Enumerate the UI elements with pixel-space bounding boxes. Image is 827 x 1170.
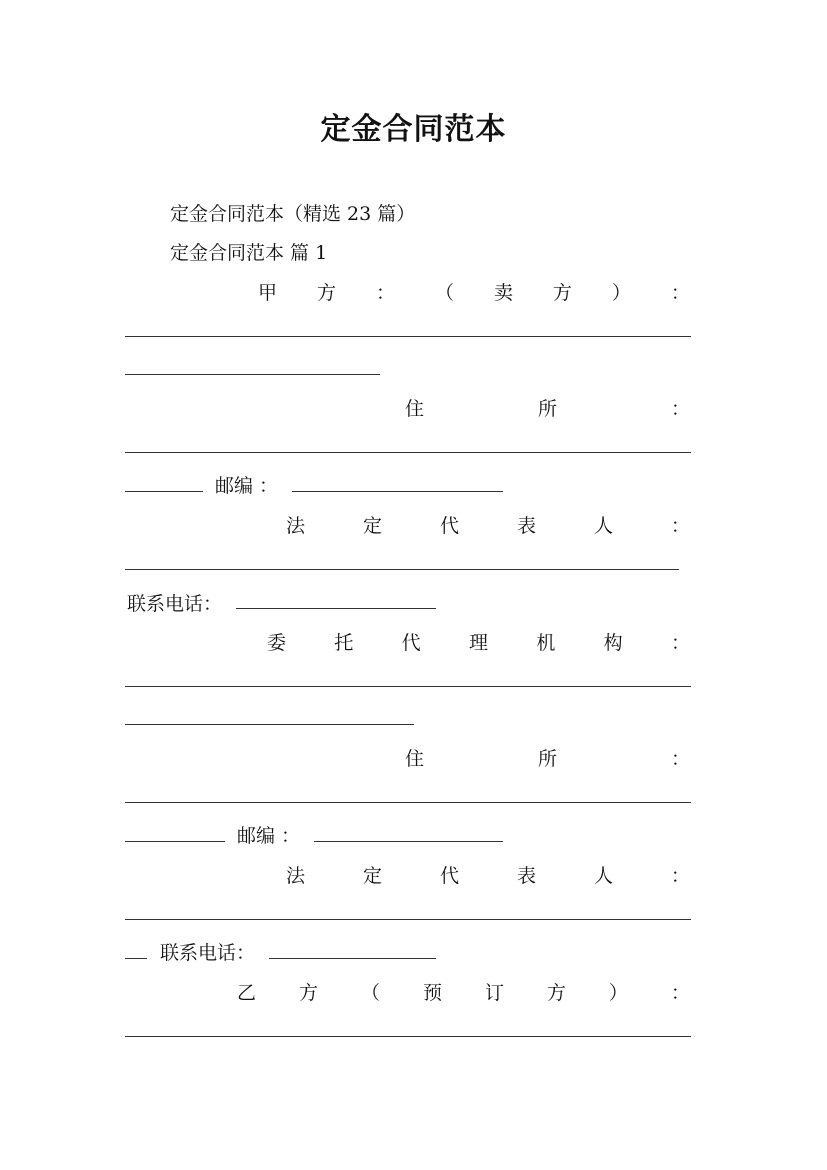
blank-line (125, 802, 691, 803)
agent-char: ： (670, 632, 690, 654)
address-char: 所 (537, 398, 557, 420)
party-b-char: 订 (484, 982, 504, 1004)
party-b-char: 乙 (237, 982, 257, 1004)
party-b-char: ： (670, 982, 690, 1004)
zip-field (292, 491, 503, 492)
party-b-char: 预 (422, 982, 442, 1004)
agent-char: 托 (334, 632, 354, 654)
legal-rep-char: 法 (286, 865, 306, 887)
legal-rep-char: 人 (593, 515, 613, 537)
blank-line (125, 491, 203, 492)
zip-label: 邮编 ： (237, 825, 301, 847)
blank-line (125, 569, 679, 570)
party-a-char: 方 (552, 282, 572, 304)
party-b-char: （ (360, 982, 380, 1004)
zip-field (314, 841, 503, 842)
legal-rep-label (286, 511, 690, 538)
blank-line (125, 919, 691, 920)
party-a-char: ） (611, 282, 631, 304)
agent-char: 机 (536, 632, 556, 654)
address-char: ： (670, 748, 690, 770)
legal-rep-char: 人 (593, 865, 613, 887)
legal-rep-char: 代 (439, 865, 459, 887)
party-a-char: ： (670, 282, 690, 304)
address-char: ： (670, 398, 690, 420)
agent-label (267, 628, 690, 655)
document-title: 定金合同范本 (320, 112, 507, 147)
section-heading: 定金合同范本 篇 1 (170, 242, 328, 264)
agent-char: 构 (603, 632, 623, 654)
blank-line (125, 374, 380, 375)
address-char: 所 (537, 748, 557, 770)
blank-line (125, 686, 691, 687)
blank-line (125, 1036, 691, 1037)
legal-rep-char: ： (670, 865, 690, 887)
zip-label: 邮编 ： (215, 475, 279, 497)
address-label (405, 744, 690, 771)
party-b-label (237, 978, 690, 1005)
blank-line (125, 336, 691, 337)
phone-field (236, 608, 436, 609)
address-label (405, 394, 690, 421)
party-a-char: 方 (316, 282, 336, 304)
party-b-char: ） (608, 982, 628, 1004)
legal-rep-char: 代 (439, 515, 459, 537)
party-b-char: 方 (546, 982, 566, 1004)
party-a-char: （ (434, 282, 454, 304)
party-b-char: 方 (298, 982, 318, 1004)
legal-rep-char: ： (670, 515, 690, 537)
subtitle: 定金合同范本（精选 23 篇） (170, 203, 416, 225)
agent-char: 代 (401, 632, 421, 654)
legal-rep-char: 表 (516, 515, 536, 537)
legal-rep-char: 定 (362, 865, 382, 887)
legal-rep-label (286, 861, 690, 888)
phone-label: 联系电话： (127, 593, 223, 615)
blank-line (125, 724, 414, 725)
agent-char: 委 (267, 632, 287, 654)
party-a-char: ： (375, 282, 395, 304)
legal-rep-char: 定 (362, 515, 382, 537)
party-a-char: 甲 (258, 282, 278, 304)
phone-label: 联系电话： (160, 942, 256, 964)
blank-line (125, 958, 147, 959)
address-char: 住 (405, 398, 425, 420)
agent-char: 理 (468, 632, 488, 654)
legal-rep-char: 法 (286, 515, 306, 537)
phone-field (269, 958, 436, 959)
blank-line (125, 452, 691, 453)
legal-rep-char: 表 (516, 865, 536, 887)
party-a-char: 卖 (493, 282, 513, 304)
address-char: 住 (405, 748, 425, 770)
blank-line (125, 841, 225, 842)
party-a-label (258, 278, 690, 305)
